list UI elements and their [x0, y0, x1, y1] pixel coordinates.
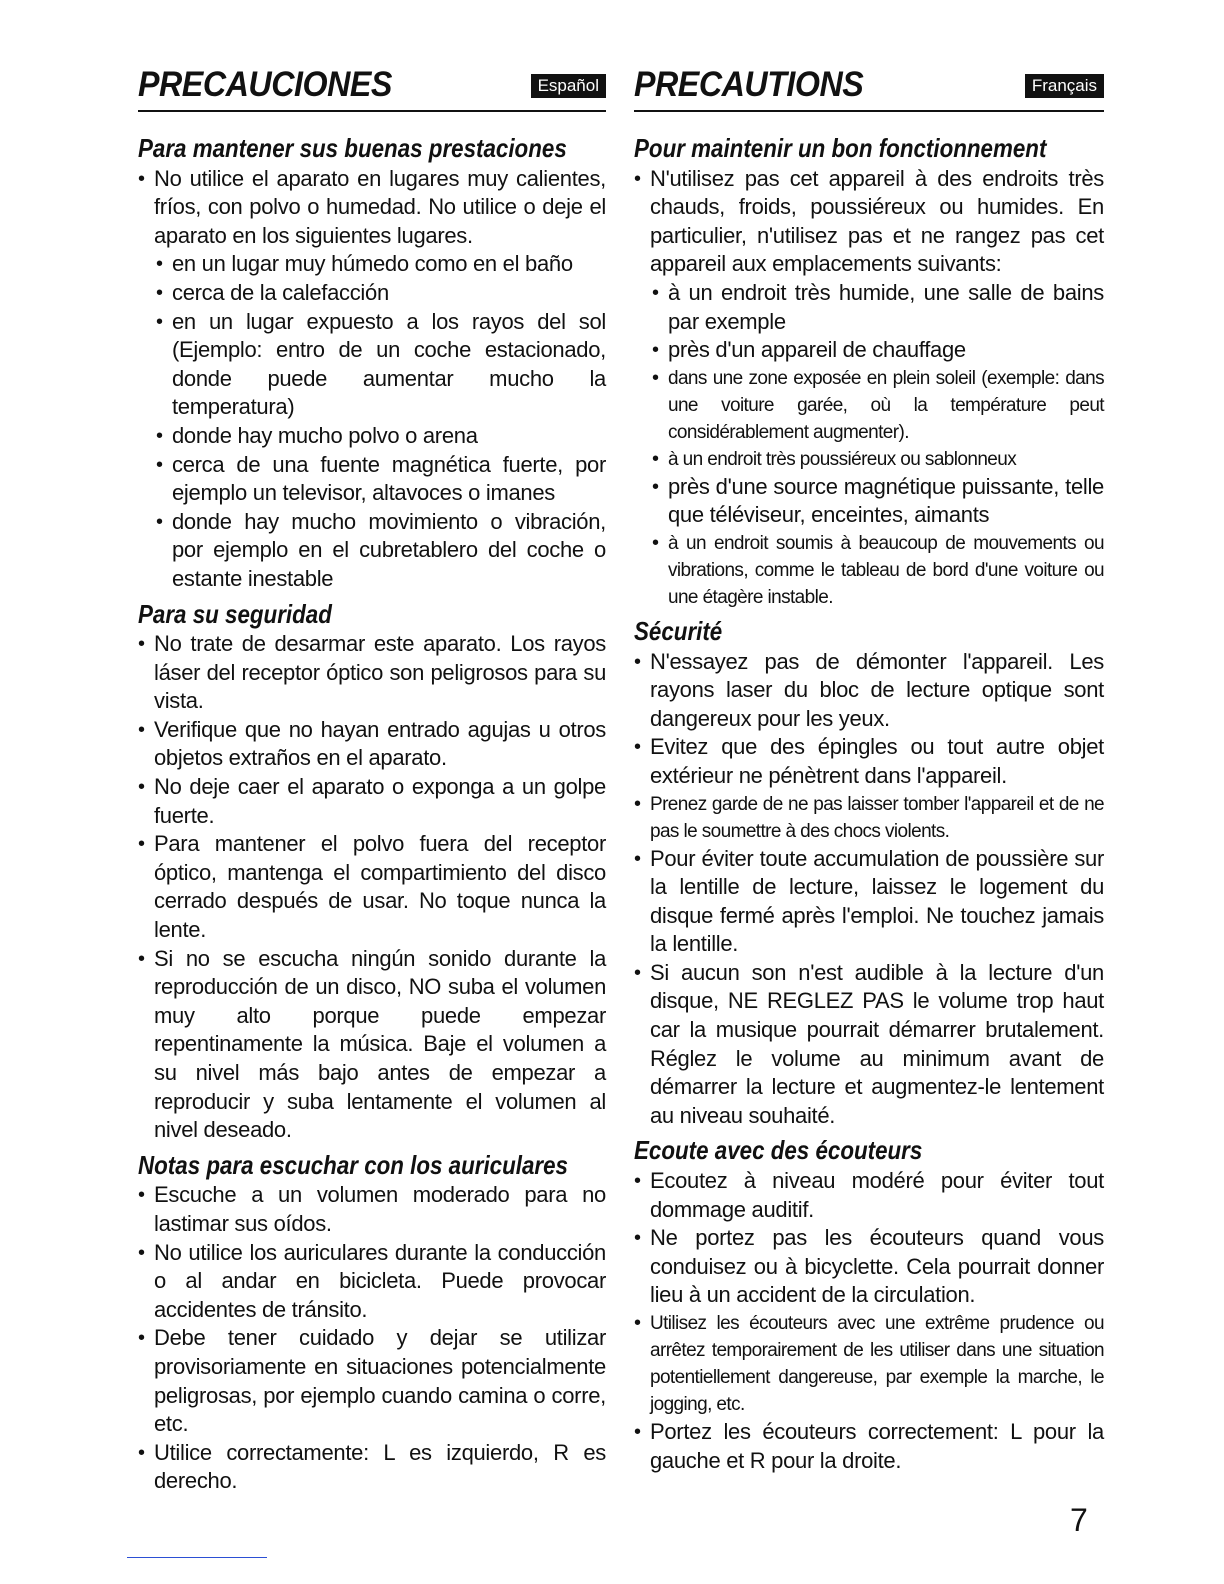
- spanish-page-title: PRECAUCIONES: [138, 65, 392, 104]
- spanish-section-safety-heading: Para su seguridad: [138, 598, 332, 629]
- sub-list-item: • près d'un appareil de chauffage: [650, 336, 1104, 365]
- sub-list-item: • à un endroit soumis à beaucoup de mouvements ou vibrations, comme le tableau de bord d'une voiture ou une étagère instable.: [650, 530, 1104, 611]
- french-section-safety-heading: Sécurité: [634, 615, 723, 646]
- list-item: • N'essayez pas de démonter l'appareil. Les rayons laser du bloc de lecture optique sont dangereux pour les yeux.: [634, 648, 1104, 734]
- french-header: [634, 56, 1104, 112]
- spanish-header: [138, 56, 606, 112]
- list-item: • Pour éviter toute accumulation de poussière sur la lentille de lecture, laissez le logement du disque fermé après l'emploi. Ne touchez jamais la lentille.: [634, 845, 1104, 959]
- spanish-column: [138, 56, 606, 1502]
- list-item: [634, 165, 1104, 611]
- french-section-performance-heading: Pour maintenir un bon fonctionnement: [634, 133, 1047, 163]
- list-item: • No utilice los auriculares durante la conducción o al andar en bicicleta. Puede provocar accidentes de tránsito.: [138, 1239, 606, 1325]
- spanish-section-performance-heading: Para mantener sus buenas prestaciones: [138, 133, 567, 163]
- french-page-title: PRECAUTIONS: [634, 65, 864, 104]
- sub-list-item: • donde hay mucho movimiento o vibración, por ejemplo en el cubretablero del coche o estante inestable: [154, 508, 606, 594]
- sub-list-item: • en un lugar expuesto a los rayos del sol (Ejemplo: entro de un coche estacionado, donde puede aumentar mucho la temperatura): [154, 308, 606, 422]
- spanish-headphones-list: [138, 1181, 606, 1496]
- list-item: • Ne portez pas les écouteurs quand vous conduisez ou à bicyclette. Cela pourrait donner lieu à un accident de la circulation.: [634, 1224, 1104, 1310]
- sub-list-item: • près d'une source magnétique puissante, telle que téléviseur, enceintes, aimants: [650, 473, 1104, 530]
- french-headphones-list: [634, 1167, 1104, 1475]
- sub-list-item: • cerca de una fuente magnética fuerte, por ejemplo un televisor, altavoces o imanes: [154, 451, 606, 508]
- french-language-badge: Français: [1025, 74, 1104, 98]
- spanish-section-headphones-heading: Notas para escuchar con los auriculares: [138, 1149, 568, 1180]
- french-locations-sublist: [650, 279, 1104, 611]
- list-item: • No trate de desarmar este aparato. Los rayos láser del receptor óptico son peligrosos para su vista.: [138, 630, 606, 716]
- list-item: • Si aucun son n'est audible à la lecture d'un disque, NE REGLEZ PAS le volume trop haut car la musique pourrait démarrer brutalement. Réglez le volume au minimum avant de démarrer la lecture et augmentez-le lentement au niveau souhaité.: [634, 959, 1104, 1131]
- list-item: [138, 165, 606, 594]
- list-item: • Verifique que no hayan entrado agujas u otros objetos extraños en el aparato.: [138, 716, 606, 773]
- french-column: [634, 56, 1104, 1481]
- spanish-locations-sublist: [154, 250, 606, 593]
- sub-list-item: • donde hay mucho polvo o arena: [154, 422, 606, 451]
- spanish-language-badge: Español: [531, 74, 606, 98]
- list-item: • Debe tener cuidado y dejar se utilizar provisoriamente en situaciones potencialmente peligrosas, por ejemplo cuando camina o corre, etc.: [138, 1324, 606, 1438]
- french-performance-list: [634, 165, 1104, 611]
- sub-list-item: • à un endroit très humide, une salle de bains par exemple: [650, 279, 1104, 336]
- list-item: • Si no se escucha ningún sonido durante la reproducción de un disco, NO suba el volumen muy alto porque puede empezar repentinamente la música. Baje el volumen a su nivel más bajo antes de empezar a reproducir y suba lentamente el volumen al nivel deseado.: [138, 945, 606, 1145]
- french-safety-list: [634, 648, 1104, 1131]
- spanish-performance-list: [138, 165, 606, 594]
- list-item: • Prenez garde de ne pas laisser tomber l'appareil et de ne pas le soumettre à des chocs violents.: [634, 791, 1104, 845]
- french-section-headphones-heading: Ecoute avec des écouteurs: [634, 1135, 923, 1166]
- list-item: • No deje caer el aparato o exponga a un golpe fuerte.: [138, 773, 606, 830]
- list-item-text: No utilice el aparato en lugares muy calientes, fríos, con polvo o humedad. No utilice o deje el aparato en los siguientes lugares.: [154, 165, 606, 248]
- list-item-text: N'utilisez pas cet appareil à des endroits très chauds, froids, poussiéreux ou humides. En particulier, n'utilisez pas et ne rangez pas cet appareil aux emplacements suivants:: [650, 165, 1104, 277]
- list-item: • Para mantener el polvo fuera del receptor óptico, mantenga el compartimiento del disco cerrado después de usar. No toque nunca la lente.: [138, 830, 606, 944]
- sub-list-item: • cerca de la calefacción: [154, 279, 606, 308]
- footer-rule: [127, 1557, 267, 1558]
- list-item: • Ecoutez à niveau modéré pour éviter tout dommage auditif.: [634, 1167, 1104, 1224]
- sub-list-item: • à un endroit très poussiéreux ou sablonneux: [650, 446, 1104, 473]
- list-item: • Utilice correctamente: L es izquierdo, R es derecho.: [138, 1439, 606, 1496]
- list-item: • Utilisez les écouteurs avec une extrême prudence ou arrêtez temporairement de les utiliser dans une situation potentiellement dangereuse, par exemple la marche, le jogging, etc.: [634, 1310, 1104, 1418]
- list-item: • Escuche a un volumen moderado para no lastimar sus oídos.: [138, 1181, 606, 1238]
- spanish-safety-list: [138, 630, 606, 1145]
- list-item: • Evitez que des épingles ou tout autre objet extérieur ne pénètrent dans l'appareil.: [634, 733, 1104, 790]
- page-number: 7: [1070, 1502, 1088, 1538]
- list-item: • Portez les écouteurs correctement: L pour la gauche et R pour la droite.: [634, 1418, 1104, 1475]
- sub-list-item: • en un lugar muy húmedo como en el baño: [154, 250, 606, 279]
- sub-list-item: • dans une zone exposée en plein soleil (exemple: dans une voiture garée, où la température peut considérablement augmenter).: [650, 365, 1104, 446]
